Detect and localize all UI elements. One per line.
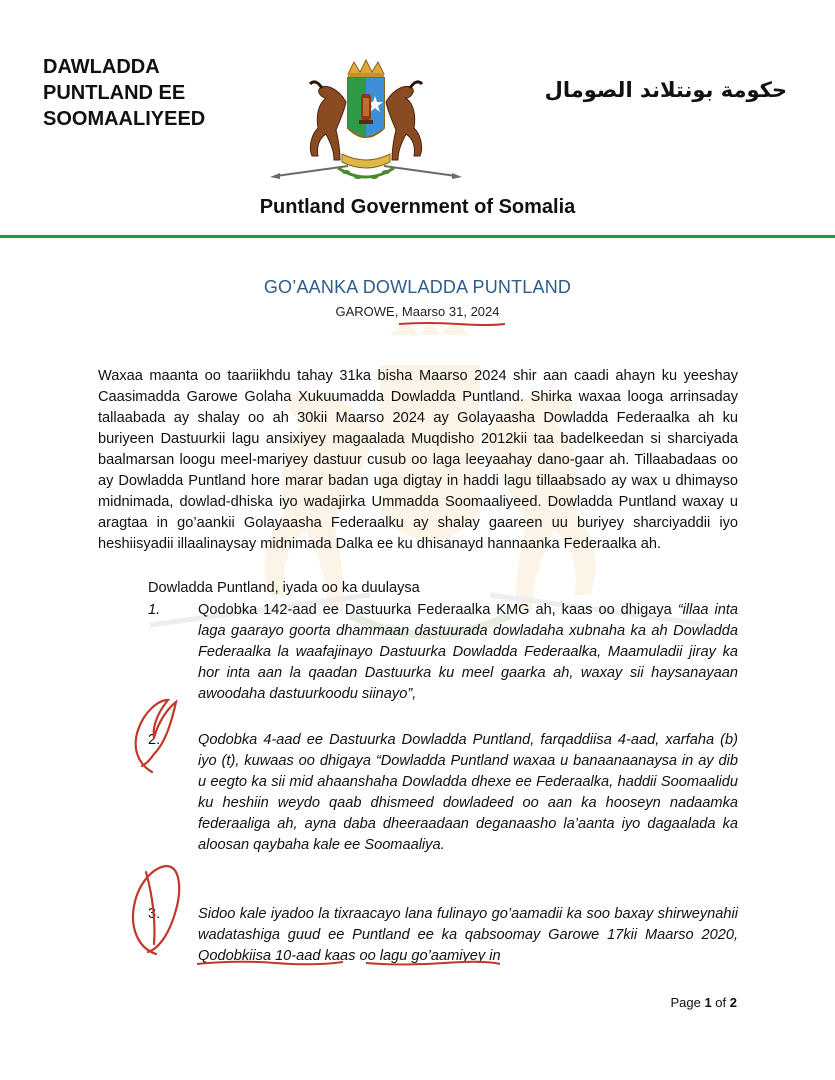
page-current: 1 xyxy=(704,995,712,1010)
list-item-text-a: Sidoo kale iyadoo la tixraacayo lana fulinayo go’aamadii ka soo baxay shirweynahii wadatashiga guud ee Puntland ee ka qabsoomay Garowe xyxy=(198,906,738,943)
puntland-coat-of-arms-icon xyxy=(268,58,464,190)
letterhead-arabic-name: حكومة بونتلاند الصومال xyxy=(544,78,787,102)
handwritten-underline-item-3-date xyxy=(195,958,345,968)
header-divider xyxy=(0,235,835,238)
page-word: Page xyxy=(670,995,701,1010)
letterhead-line-1: DAWLADDA xyxy=(43,56,160,78)
list-item-lead: Qodobka 142-aad ee Dastuurka Federaalka KMG ah, kaas oo dhigaya xyxy=(198,602,678,618)
page-total: 2 xyxy=(729,995,737,1010)
list-item-number: 1. xyxy=(148,602,161,618)
list-item-2 xyxy=(148,730,738,890)
handwritten-mark-item-3 xyxy=(126,858,184,958)
page-number xyxy=(670,995,737,1010)
letterhead-somali-name xyxy=(43,54,263,132)
handwritten-underline-item-3-article xyxy=(364,958,502,968)
list-item-number: 3. xyxy=(148,906,161,922)
handwritten-underline-date xyxy=(398,321,506,327)
letterhead-english-name: Puntland Government of Somalia xyxy=(259,196,576,218)
list-item-1 xyxy=(148,600,738,710)
list-item-number: 2. xyxy=(148,732,161,748)
document-dateline: GAROWE, Maarso 31, 2024 xyxy=(335,304,500,319)
letterhead-line-3: SOOMAALIYEED xyxy=(43,108,206,130)
list-item-text-c: kaas oo lagu go’aamiyey in xyxy=(320,948,501,964)
list-item-text: Qodobka 4-aad ee Dastuurka Dowladda Puntland, farqaddiisa 4-aad, xarfaha (b) iyo (t), kuwaas oo dhigaya “Dowladda Puntland waxaa u banaanaanaysa in ay dib u eegto ka sii mid ahaanshaha Dowladda dhexe ee Federaalka, haddii Soomaalidu ku heshiin weydo qaab dhismeed dowladeed oo aan ka hooseyn nadaamka federaaliga ah, ayna daba dheeraadaan deganaasho la’aanta iyo dagaalada ka aloosan qaybaha kale ee Soomaaliya. xyxy=(198,732,738,853)
of-word: of xyxy=(715,995,727,1010)
list-item-text xyxy=(198,600,738,705)
body-paragraph: Waxaa maanta oo taariikhdu tahay 31ka bisha Maarso 2024 shir aan caadi ahayn ku yeeshay Caasimadda Garowe Golaha Xukuumadda Dowladda Puntland. Shirka waxaa looga arrinsaday tallaabada ay shalay oo ah 30kii Maarso 2024 ay Golayaasha Dowladda Federaalka ah ku buriyeen Dastuurkii lagu ansixiyey magaalada Muqdisho 2012kii taa badelkeedan si sharciyada baalmarsan loogu meel-mariyey dastuur cusub oo laga leeyaahay dano-gaar ah. Tillaabadaas oo ay Dowladda Puntland hore marar badan uga digtay in haddi lagu tillaabsado ay wax u dhimayso midnimada, dowlad-dhiska iyo wadajirka Ummadda Soomaaliyeed. Dowladda Puntland waxay u aragtaa in go’aankii Golayaasha Federaalku ay shalay gaareen uu buriyey sharciyaddii iyo heshiisyadii illaalinaysay midnimada Dalka ee ku dhisanayd hannaanka Federaalka ah. xyxy=(98,368,738,552)
list-item-text-b: , xyxy=(733,927,738,943)
document-title: GO’AANKA DOWLADDA PUNTLAND xyxy=(263,277,572,297)
list-item-quote: “illaa inta laga gaarayo goorta dhammaan dastuurada dowladaha xubnaha ka ah Dowladda Federaalka la waafajinayo Dastuurka Dowladda Federaalka, Maamuladii jiray ka hor inta aan la qaadan Dastuurka ku meel gaarka ah, waxay sii haysanayaan awoodaha dastuurkoodu siinayo”, xyxy=(198,602,738,702)
letterhead-line-2: PUNTLAND EE xyxy=(43,82,186,104)
underlined-date: 17kii Maarso 2020 xyxy=(607,927,734,943)
underlined-article: Qodobkiisa 10-aad xyxy=(198,948,321,964)
handwritten-mark-item-2 xyxy=(128,694,182,776)
list-intro-line: Dowladda Puntland, iyada oo ka duulaysa xyxy=(148,580,420,596)
